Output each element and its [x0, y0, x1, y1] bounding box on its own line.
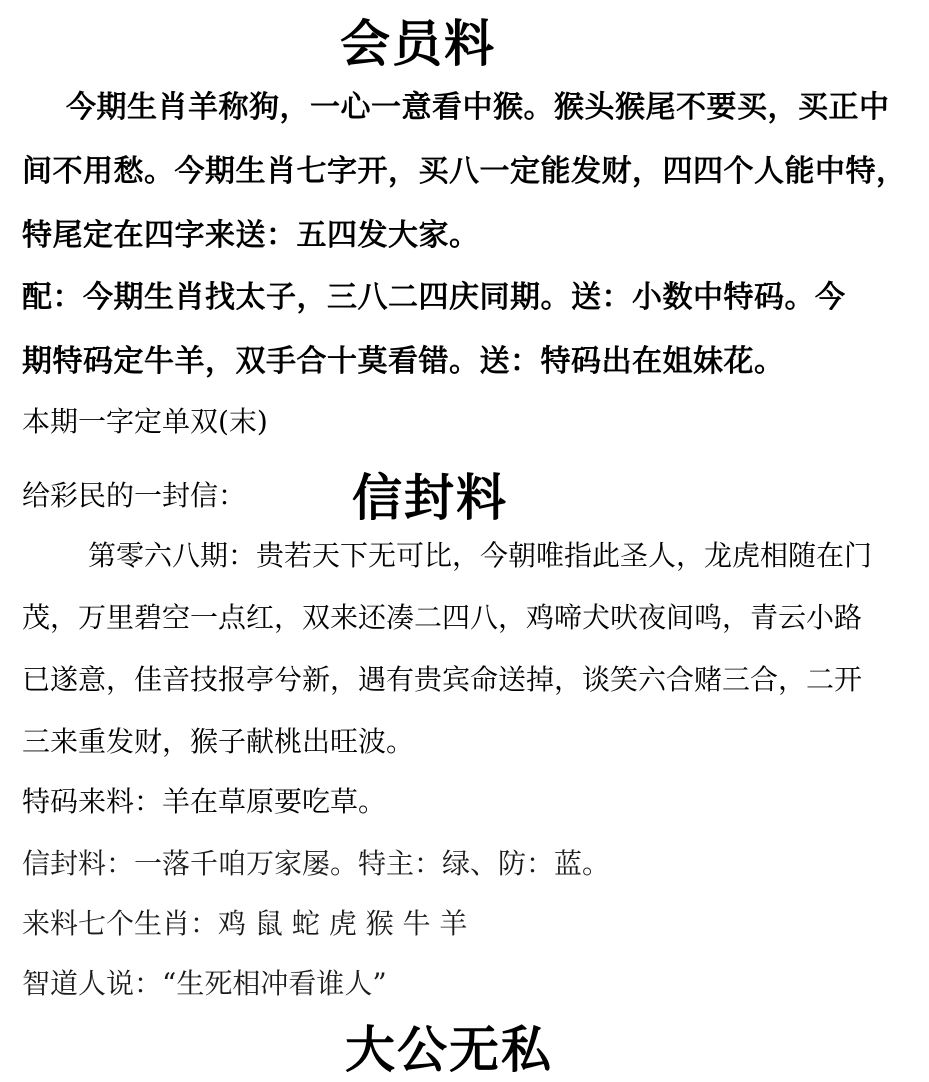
- letter-intro: 给彩民的一封信：: [22, 479, 247, 512]
- paragraph-line: 配：今期生肖找太子，三八二四庆同期。送：小数中特码。今: [22, 280, 846, 315]
- footer-title: 大公无私: [345, 1020, 553, 1079]
- quote-line: 智道人说：“生死相冲看谁人”: [22, 967, 387, 1000]
- single-double-line: 本期一字定单双(末): [22, 405, 268, 438]
- paragraph-line: 三来重发财，猴子献桃出旺波。: [22, 725, 415, 758]
- paragraph-line: 间不用愁。今期生肖七字开，买八一定能发财，四四个人能中特，: [22, 154, 907, 189]
- paragraph-line: 期特码定牛羊，双手合十莫看错。送：特码出在姐妹花。: [22, 344, 785, 379]
- paragraph-line: 特尾定在四字来送：五四发大家。: [22, 218, 480, 253]
- zodiac-list-line: 来料七个生肖：鸡 鼠 蛇 虎 猴 牛 羊: [22, 907, 468, 940]
- section-title-members: 会员料: [340, 14, 496, 73]
- paragraph-line: 今期生肖羊称狗，一心一意看中猴。猴头猴尾不要买，买正中: [66, 90, 890, 125]
- special-code-line: 特码来料：羊在草原要吃草。: [22, 785, 387, 818]
- section-title-envelope: 信封料: [352, 468, 508, 527]
- envelope-info-line: 信封料：一落千咱万家屡。特主：绿、防：蓝。: [22, 847, 611, 880]
- paragraph-line: 第零六八期：贵若天下无可比，今朝唯指此圣人，龙虎相随在门: [88, 539, 873, 572]
- paragraph-line: 已遂意，佳音技报亭兮新，遇有贵宾命送掉，谈笑六合赌三合，二开: [22, 663, 863, 696]
- paragraph-line: 茂，万里碧空一点红，双来还凑二四八，鸡啼犬吠夜间鸣，青云小路: [22, 601, 863, 634]
